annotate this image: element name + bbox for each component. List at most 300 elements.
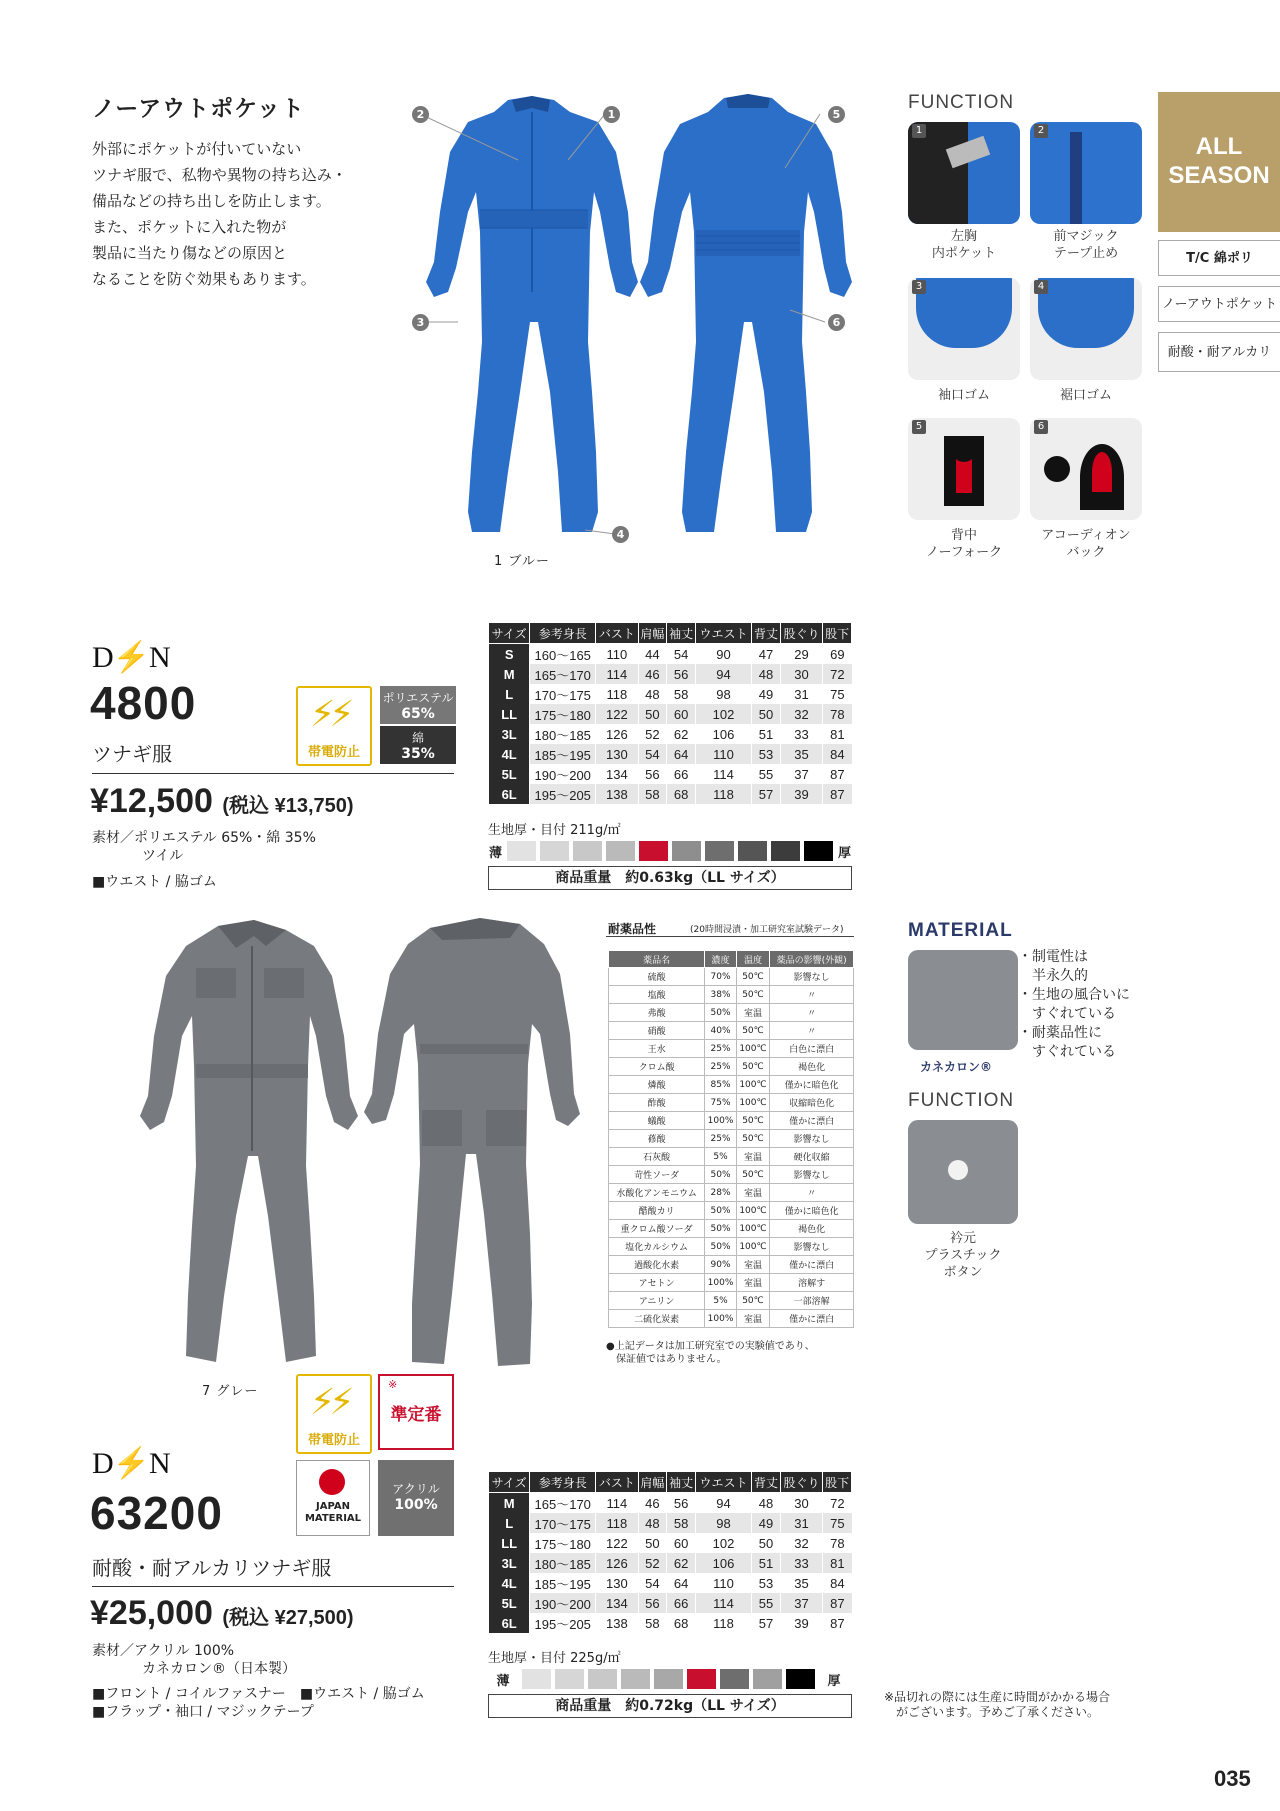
size-cell: 5L (489, 1593, 530, 1613)
size-table-cell: 58 (638, 1613, 667, 1633)
size-table-cell: 57 (752, 784, 781, 804)
function-label-2: 前マジック テープ止め (1053, 229, 1119, 261)
chem-table-cell: 70% (705, 968, 737, 986)
chem-table-cell: 僅かに漂白 (770, 1256, 854, 1274)
size-table-cell: 190～200 (530, 764, 596, 784)
chem-table-cell: アニリン (609, 1292, 705, 1310)
size-table-cell: 114 (695, 764, 751, 784)
chem-table-row (609, 1238, 854, 1256)
material-name: ポリエステル (382, 691, 454, 705)
size-table-cell: 33 (780, 724, 822, 744)
function-num: 3 (912, 280, 926, 294)
size-table-cell: 134 (596, 764, 638, 784)
fabric-swatch-image (908, 950, 1018, 1050)
size-table-4800 (488, 622, 852, 804)
chem-table-cell: 〃 (770, 1022, 854, 1040)
thickness-swatch (507, 841, 536, 861)
chem-table-cell: 蓚酸 (609, 1130, 705, 1148)
japan-line: JAPAN (316, 1501, 350, 1512)
chem-table-cell: 〃 (770, 1184, 854, 1202)
chem-table-cell: 室温 (736, 1004, 769, 1022)
intro-line: また、ポケットに入れた物が (92, 218, 287, 236)
size-table-header: 背丈 (752, 623, 781, 644)
size-table-cell: 37 (780, 764, 822, 784)
intro-line: 外部にポケットが付いていない (92, 140, 302, 158)
size-table-header: サイズ (489, 623, 530, 644)
size-table-63200 (488, 1471, 852, 1633)
chem-table-cell: 100% (705, 1112, 737, 1130)
size-table-header: 股ぐり (780, 1472, 822, 1493)
size-table-cell: 51 (752, 1553, 781, 1573)
chem-table-cell: 硬化収縮 (770, 1148, 854, 1166)
size-table-cell: 90 (695, 644, 751, 665)
chem-table-cell: 褐色化 (770, 1058, 854, 1076)
chem-table-row (609, 1022, 854, 1040)
chem-table-cell: 50℃ (736, 1166, 769, 1184)
size-table-header: 袖丈 (667, 1472, 696, 1493)
size-table-header: 股ぐり (780, 623, 822, 644)
bullet-line: すぐれている (1018, 1006, 1116, 1022)
size-table-cell: 138 (596, 1613, 638, 1633)
size-table-row (489, 1493, 852, 1514)
material-pct: 35% (401, 746, 435, 762)
size-table-cell: 165～170 (530, 1493, 596, 1514)
size-table-cell: 62 (667, 724, 696, 744)
chem-table-cell: 5% (705, 1292, 737, 1310)
size-table-cell: 110 (596, 644, 638, 665)
material-box-acrylic (378, 1460, 454, 1536)
size-table-row (489, 1553, 852, 1573)
chem-table-cell: 100℃ (736, 1076, 769, 1094)
size-table-cell: 50 (638, 1533, 667, 1553)
size-table-cell: 64 (667, 744, 696, 764)
chem-table-cell: 蟻酸 (609, 1112, 705, 1130)
chem-table-cell: 50% (705, 1004, 737, 1022)
chem-table-cell: 硝酸 (609, 1022, 705, 1040)
function-label-button: 衿元 プラスチック ボタン (924, 1231, 1002, 1280)
size-cell: 4L (489, 744, 530, 764)
size-table-cell: 175～180 (530, 1533, 596, 1553)
thickness-swatch (573, 841, 602, 861)
function-photo-5 (908, 418, 1020, 520)
size-table-cell: 110 (695, 744, 751, 764)
thickness-swatch (804, 841, 833, 861)
size-table-cell: 175～180 (530, 704, 596, 724)
fabric-weight-label: 生地厚・目付 225g/㎡ (488, 1651, 621, 1666)
thickness-swatch (786, 1669, 815, 1689)
thickness-swatch (753, 1669, 782, 1689)
chem-table-cell: 75% (705, 1094, 737, 1112)
size-table-cell: 72 (823, 664, 852, 684)
badge-label: 帯電防止 (307, 1433, 360, 1448)
chem-table-cell: 90% (705, 1256, 737, 1274)
size-table-cell: 130 (596, 744, 638, 764)
chem-table-cell: 過酸化水素 (609, 1256, 705, 1274)
function-label-6: アコーディオン バック (1041, 528, 1131, 560)
price (90, 1594, 354, 1633)
size-table-cell: 75 (823, 684, 852, 704)
size-table-cell: 118 (695, 1613, 751, 1633)
chem-table-cell: 二硫化炭素 (609, 1310, 705, 1328)
chem-table-cell: 100℃ (736, 1094, 769, 1112)
chem-table-cell: 溶解す (770, 1274, 854, 1292)
size-table-cell: 64 (667, 1573, 696, 1593)
product-weight: 商品重量 約0.63kg（LL サイズ） (488, 866, 852, 890)
size-table-cell: 39 (780, 784, 822, 804)
size-cell: 3L (489, 1553, 530, 1573)
chem-table-cell: 僅かに暗色化 (770, 1202, 854, 1220)
thickness-swatch (588, 1669, 617, 1689)
size-table-cell: 185～195 (530, 744, 596, 764)
chem-table-row (609, 1184, 854, 1202)
thickness-swatch (672, 841, 701, 861)
size-table-cell: 50 (752, 1533, 781, 1553)
size-table-row (489, 644, 852, 665)
bullet-line: ・耐薬品性に (1018, 1025, 1102, 1041)
season-line: ALL (1195, 133, 1243, 160)
divider (606, 936, 854, 937)
bullet-line: ・生地の風合いに (1018, 987, 1130, 1003)
size-table-cell: 170～175 (530, 1513, 596, 1533)
size-table-cell: 29 (780, 644, 822, 665)
chem-table-cell: 室温 (736, 1274, 769, 1292)
material-line: 素材／ポリエステル 65%・綿 35% (92, 830, 316, 846)
material-pct: 100% (394, 1497, 438, 1513)
chem-title: 耐薬品性 (608, 922, 657, 936)
color-caption-blue: 1 ブルー (494, 554, 550, 569)
chem-subtitle: (20時間浸漬・加工研究室試験データ) (690, 925, 844, 935)
size-table-cell: 134 (596, 1593, 638, 1613)
function-label-5: 背中 ノーフォーク (925, 528, 1003, 560)
size-cell: 6L (489, 1613, 530, 1633)
size-cell: 4L (489, 1573, 530, 1593)
callout-3: 3 (412, 314, 429, 331)
chem-table-cell: クロム酸 (609, 1058, 705, 1076)
size-table-cell: 58 (638, 784, 667, 804)
function-photo-4 (1030, 278, 1142, 380)
chem-table-row (609, 1274, 854, 1292)
function-num: 4 (1034, 280, 1048, 294)
size-table-header: 袖丈 (667, 623, 696, 644)
size-table-header: ウエスト (695, 1472, 751, 1493)
chem-table-cell: 50℃ (736, 1292, 769, 1310)
fabric-weight-label: 生地厚・目付 211g/㎡ (488, 823, 621, 838)
size-table-cell: 56 (638, 764, 667, 784)
product-name: ツナギ服 (92, 742, 172, 766)
lightning-icon: ⚡⚡ (310, 1382, 349, 1423)
size-table-cell: 84 (823, 1573, 852, 1593)
size-table-cell: 118 (695, 784, 751, 804)
size-table-cell: 110 (695, 1573, 751, 1593)
tag-acid-alkali: 耐酸・耐アルカリ (1158, 332, 1280, 372)
size-table-cell: 60 (667, 1533, 696, 1553)
size-table-cell: 55 (752, 764, 781, 784)
size-table-cell: 32 (780, 704, 822, 724)
thickness-swatch (720, 1669, 749, 1689)
chem-table-row (609, 1256, 854, 1274)
divider (92, 773, 454, 774)
product-name: 耐酸・耐アルカリツナギ服 (92, 1556, 332, 1580)
chem-table-row (609, 1004, 854, 1022)
size-table-cell: 87 (823, 1593, 852, 1613)
size-table-cell: 180～185 (530, 724, 596, 744)
chem-table-row (609, 1130, 854, 1148)
size-table-cell: 57 (752, 1613, 781, 1633)
chem-table-cell: 50% (705, 1202, 737, 1220)
spec-line: ■ウエスト / 脇ゴム (92, 874, 217, 890)
bullet-line: すぐれている (1018, 1044, 1116, 1060)
thickness-swatch (555, 1669, 584, 1689)
chem-table-cell: 100℃ (736, 1238, 769, 1256)
size-table-row (489, 1593, 852, 1613)
size-table-cell: 87 (823, 1613, 852, 1633)
size-cell: 3L (489, 724, 530, 744)
size-table-cell: 102 (695, 1533, 751, 1553)
size-table-cell: 52 (638, 724, 667, 744)
chem-table-cell: 塩酸 (609, 986, 705, 1004)
chem-table-cell: 僅かに暗色化 (770, 1076, 854, 1094)
japan-line: MATERIAL (304, 1513, 362, 1524)
size-table-header: バスト (596, 1472, 638, 1493)
size-table-cell: 66 (667, 764, 696, 784)
function-label-2nd: FUNCTION (908, 1090, 1015, 1111)
size-table-header: 股下 (823, 623, 852, 644)
chem-table-cell: アセトン (609, 1274, 705, 1292)
intro-text (92, 136, 412, 292)
standard-label: 準定番 (390, 1405, 442, 1425)
size-table-cell: 46 (638, 664, 667, 684)
chem-table-cell: 褐色化 (770, 1220, 854, 1238)
size-table-header: サイズ (489, 1472, 530, 1493)
size-cell: LL (489, 704, 530, 724)
size-table-cell: 126 (596, 1553, 638, 1573)
size-table-header: 背丈 (752, 1472, 781, 1493)
material-label: MATERIAL (908, 920, 1013, 941)
thickness-swatch (606, 841, 635, 861)
size-cell: M (489, 1493, 530, 1514)
size-table-cell: 54 (638, 1573, 667, 1593)
intro-line: ツナギ服で、私物や異物の持ち込み・ (92, 166, 347, 184)
size-table-row (489, 784, 852, 804)
chem-table-row (609, 1202, 854, 1220)
chem-table (608, 950, 854, 1328)
size-table-header: ウエスト (695, 623, 751, 644)
scale-thick: 厚 (837, 845, 851, 861)
lightning-icon: ⚡⚡ (310, 694, 349, 735)
size-table-cell: 54 (667, 644, 696, 665)
chem-table-row (609, 1292, 854, 1310)
chem-table-cell: 85% (705, 1076, 737, 1094)
size-table-cell: 195～205 (530, 1613, 596, 1633)
size-table-cell: 56 (638, 1593, 667, 1613)
size-table-row (489, 1513, 852, 1533)
size-table-header: 肩幅 (638, 1472, 667, 1493)
chem-table-cell: 苛性ソーダ (609, 1166, 705, 1184)
function-photo-6 (1030, 418, 1142, 520)
size-table-cell: 53 (752, 744, 781, 764)
bullet-line: 半永久的 (1018, 968, 1088, 984)
size-table-cell: 30 (780, 1493, 822, 1514)
page-number: 035 (1214, 1766, 1251, 1791)
size-table-cell: 35 (780, 1573, 822, 1593)
tag-tc: T/C 綿ポリ (1158, 240, 1280, 276)
size-cell: L (489, 1513, 530, 1533)
size-table-cell: 170～175 (530, 684, 596, 704)
size-cell: LL (489, 1533, 530, 1553)
callout-5: 5 (828, 106, 845, 123)
size-table-cell: 62 (667, 1553, 696, 1573)
size-table-row (489, 1573, 852, 1593)
size-table-cell: 130 (596, 1573, 638, 1593)
size-table-cell: 106 (695, 1553, 751, 1573)
chem-table-cell: 室温 (736, 1310, 769, 1328)
chem-table-cell: 25% (705, 1040, 737, 1058)
chem-table-cell: 室温 (736, 1148, 769, 1166)
season-line: SEASON (1168, 162, 1270, 189)
chem-table-cell: 硫酸 (609, 968, 705, 986)
chem-table-cell: 室温 (736, 1256, 769, 1274)
japan-material-badge (296, 1460, 370, 1536)
section-heading: ノーアウトポケット (92, 96, 306, 122)
size-table-cell: 94 (695, 664, 751, 684)
size-table-cell: 66 (667, 1593, 696, 1613)
chem-table-cell: 25% (705, 1130, 737, 1148)
size-table-cell: 46 (638, 1493, 667, 1514)
thickness-swatch (687, 1669, 716, 1689)
fabric-thickness-scale (488, 1668, 852, 1690)
size-table-cell: 122 (596, 704, 638, 724)
price-tax: (税込 ¥13,750) (222, 795, 354, 817)
size-table-cell: 78 (823, 1533, 852, 1553)
antistatic-badge (296, 686, 372, 766)
brand-logo: D⚡N (92, 641, 170, 674)
scale-thin: 薄 (496, 1673, 510, 1689)
function-label-3: 袖口ゴム (937, 388, 990, 403)
chem-table-cell: 影響なし (770, 1238, 854, 1256)
size-table-cell: 69 (823, 644, 852, 665)
chem-table-header: 薬品名 (609, 951, 705, 968)
size-table-cell: 68 (667, 784, 696, 804)
chem-table-cell: 白色に漂白 (770, 1040, 854, 1058)
material-name: 綿 (411, 731, 424, 745)
size-table-header: 参考身長 (530, 623, 596, 644)
size-table-cell: 56 (667, 1493, 696, 1514)
chem-table-row (609, 1148, 854, 1166)
chem-table-cell: 50℃ (736, 1022, 769, 1040)
size-table-cell: 195～205 (530, 784, 596, 804)
chem-table-header: 薬品の影響(外観) (770, 951, 854, 968)
thickness-swatch (771, 841, 800, 861)
size-table-cell: 98 (695, 1513, 751, 1533)
chem-table-cell: 燐酸 (609, 1076, 705, 1094)
function-num: 1 (912, 124, 926, 138)
size-table-cell: 31 (780, 684, 822, 704)
intro-line: 備品などの持ち出しを防止します。 (92, 192, 331, 210)
size-table-cell: 58 (667, 1513, 696, 1533)
callout-1: 1 (603, 106, 620, 123)
size-table-cell: 87 (823, 784, 852, 804)
size-table-cell: 39 (780, 1613, 822, 1633)
grey-coverall-back-image (360, 914, 590, 1369)
chem-table-cell: 収縮暗色化 (770, 1094, 854, 1112)
size-table-row (489, 744, 852, 764)
size-table-row (489, 704, 852, 724)
button-detail-image (908, 1120, 1018, 1224)
chem-table-cell: 100% (705, 1310, 737, 1328)
chem-table-row (609, 1220, 854, 1238)
chem-table-cell: 塩化カルシウム (609, 1238, 705, 1256)
japan-flag-icon (319, 1469, 345, 1495)
callout-lines (400, 100, 860, 550)
size-table-row (489, 1613, 852, 1633)
size-table-cell: 47 (752, 644, 781, 665)
button-icon (948, 1160, 968, 1180)
chem-table-row (609, 1112, 854, 1130)
size-table-cell: 49 (752, 1513, 781, 1533)
size-table-cell: 56 (667, 664, 696, 684)
size-table-cell: 72 (823, 1493, 852, 1514)
antistatic-badge (296, 1374, 372, 1454)
function-label-4: 裾口ゴム (1059, 388, 1112, 403)
size-table-cell: 114 (695, 1593, 751, 1613)
size-table-header: バスト (596, 623, 638, 644)
bullet-line: ・制電性は (1018, 949, 1088, 965)
chem-table-cell: 醋酸カリ (609, 1202, 705, 1220)
size-table-cell: 48 (752, 664, 781, 684)
size-table-cell: 98 (695, 684, 751, 704)
size-table-header: 股下 (823, 1472, 852, 1493)
chem-table-cell: 室温 (736, 1184, 769, 1202)
stock-note (884, 1690, 1110, 1720)
size-table-header: 参考身長 (530, 1472, 596, 1493)
chem-table-row (609, 1094, 854, 1112)
size-table-header: 肩幅 (638, 623, 667, 644)
size-table-cell: 114 (596, 1493, 638, 1514)
chem-note (606, 1340, 815, 1366)
grey-coverall-front-image (136, 916, 366, 1371)
price-value: ¥25,000 (90, 1594, 213, 1632)
chem-table-cell: 50% (705, 1166, 737, 1184)
size-table-cell: 75 (823, 1513, 852, 1533)
chem-table-row (609, 1076, 854, 1094)
size-table-cell: 118 (596, 1513, 638, 1533)
size-table-cell: 87 (823, 764, 852, 784)
note-line: ※品切れの際には生産に時間がかかる場合 (884, 1690, 1111, 1704)
material-line: 素材／アクリル 100% (92, 1643, 235, 1659)
divider (92, 1586, 454, 1587)
size-table-cell: 138 (596, 784, 638, 804)
size-table-cell: 35 (780, 744, 822, 764)
material-pct: 65% (401, 706, 435, 722)
size-table-cell: 81 (823, 1553, 852, 1573)
chem-table-cell: 〃 (770, 1004, 854, 1022)
chem-table-cell: 38% (705, 986, 737, 1004)
note-line: がございます。予めご了承ください。 (884, 1705, 1100, 1719)
badge-label: 帯電防止 (307, 745, 360, 760)
chem-table-cell: 50% (705, 1220, 737, 1238)
size-table-cell: 180～185 (530, 1553, 596, 1573)
size-table-cell: 52 (638, 1553, 667, 1573)
model-number: 63200 (90, 1487, 223, 1539)
chem-table-cell: 25% (705, 1058, 737, 1076)
price (90, 782, 354, 821)
chem-table-cell: 50℃ (736, 1058, 769, 1076)
chem-table-cell: 50℃ (736, 968, 769, 986)
size-table-cell: 37 (780, 1593, 822, 1613)
size-table-cell: 55 (752, 1593, 781, 1613)
chem-table-cell: 50℃ (736, 1112, 769, 1130)
size-table-cell: 48 (638, 1513, 667, 1533)
